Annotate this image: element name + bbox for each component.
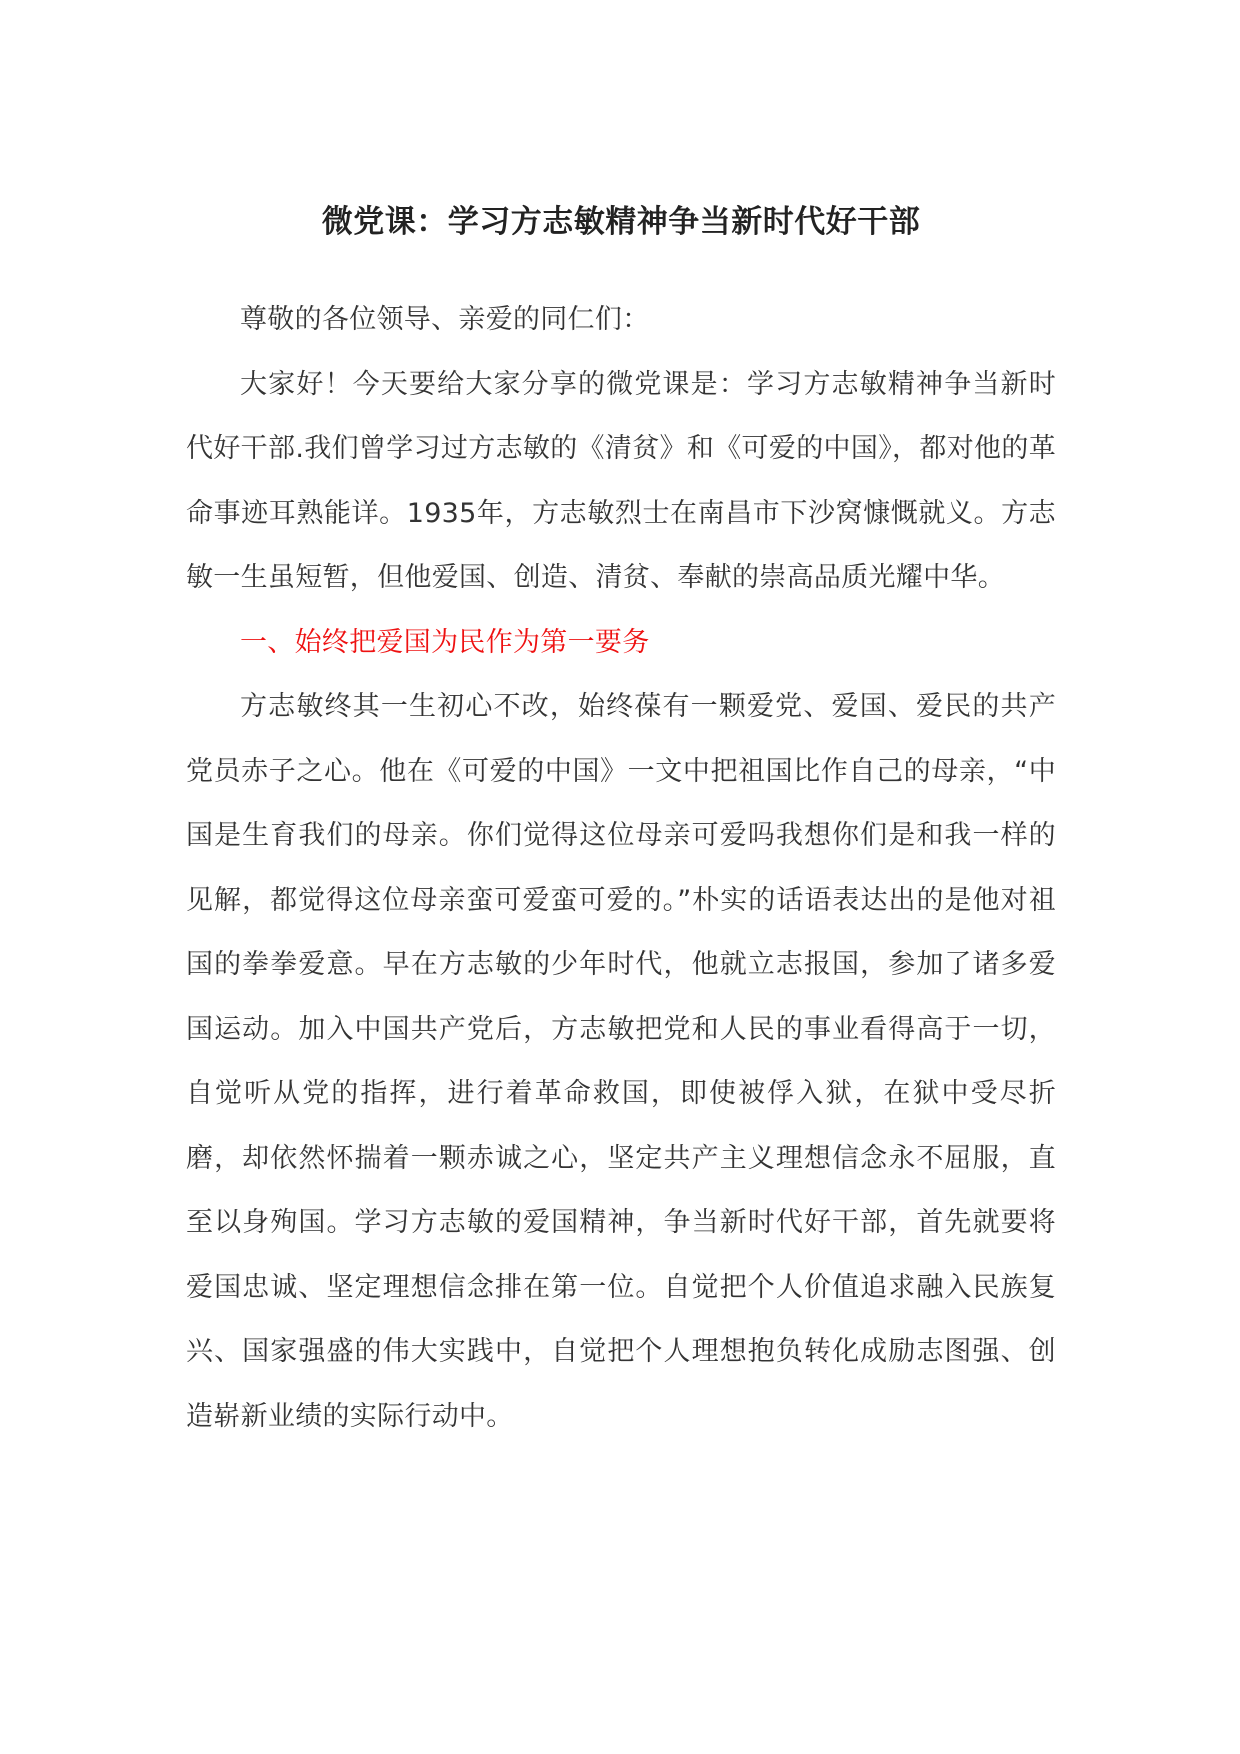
document-page [186, 196, 1056, 1449]
salutation-paragraph: 尊敬的各位领导、亲爱的同仁们： [240, 304, 650, 335]
section-1-paragraph: 方志敏终其一生初心不改，始终葆有一颗爱党、爱国、爱民的共产党员赤子之心。他在《可爱的中国》一文中把祖国比作自己的母亲，“中国是生育我们的母亲。你们觉得这位母亲可爱吗我想你们是和我一样的见解，都觉得这位母亲蛮可爱蛮可爱的。”朴实的话语表达出的是他对祖国的拳拳爱意。早在方志敏的少年时代，他就立志报国，参加了诸多爱国运动。加入中国共产党后，方志敏把党和人民的事业看得高于一切，自觉听从党的指挥，进行着革命救国，即使被俘入狱，在狱中受尽折磨，却依然怀揣着一颗赤诚之心，坚定共产主义理想信念永不屈服，直至以身殉国。学习方志敏的爱国精神，争当新时代好干部，首先就要将爱国忠诚、坚定理想信念排在第一位。自觉把个人价值追求融入民族复兴、国家强盛的伟大实践中，自觉把个人理想抱负转化成励志图强、创造崭新业绩的实际行动中。 [186, 691, 1056, 1432]
document-title: 微党课：学习方志敏精神争当新时代好干部 [321, 204, 921, 240]
section-heading-1: 一、始终把爱国为民作为第一要务 [240, 626, 650, 658]
intro-paragraph: 大家好！今天要给大家分享的微党课是：学习方志敏精神争当新时代好干部.我们曾学习过方志敏的《清贫》和《可爱的中国》，都对他的革命事迹耳熟能详。1935年，方志敏烈士在南昌市下沙窝慷慨就义。方志敏一生虽短暂，但他爱国、创造、清贫、奉献的崇高品质光耀中华。 [186, 368, 1056, 593]
